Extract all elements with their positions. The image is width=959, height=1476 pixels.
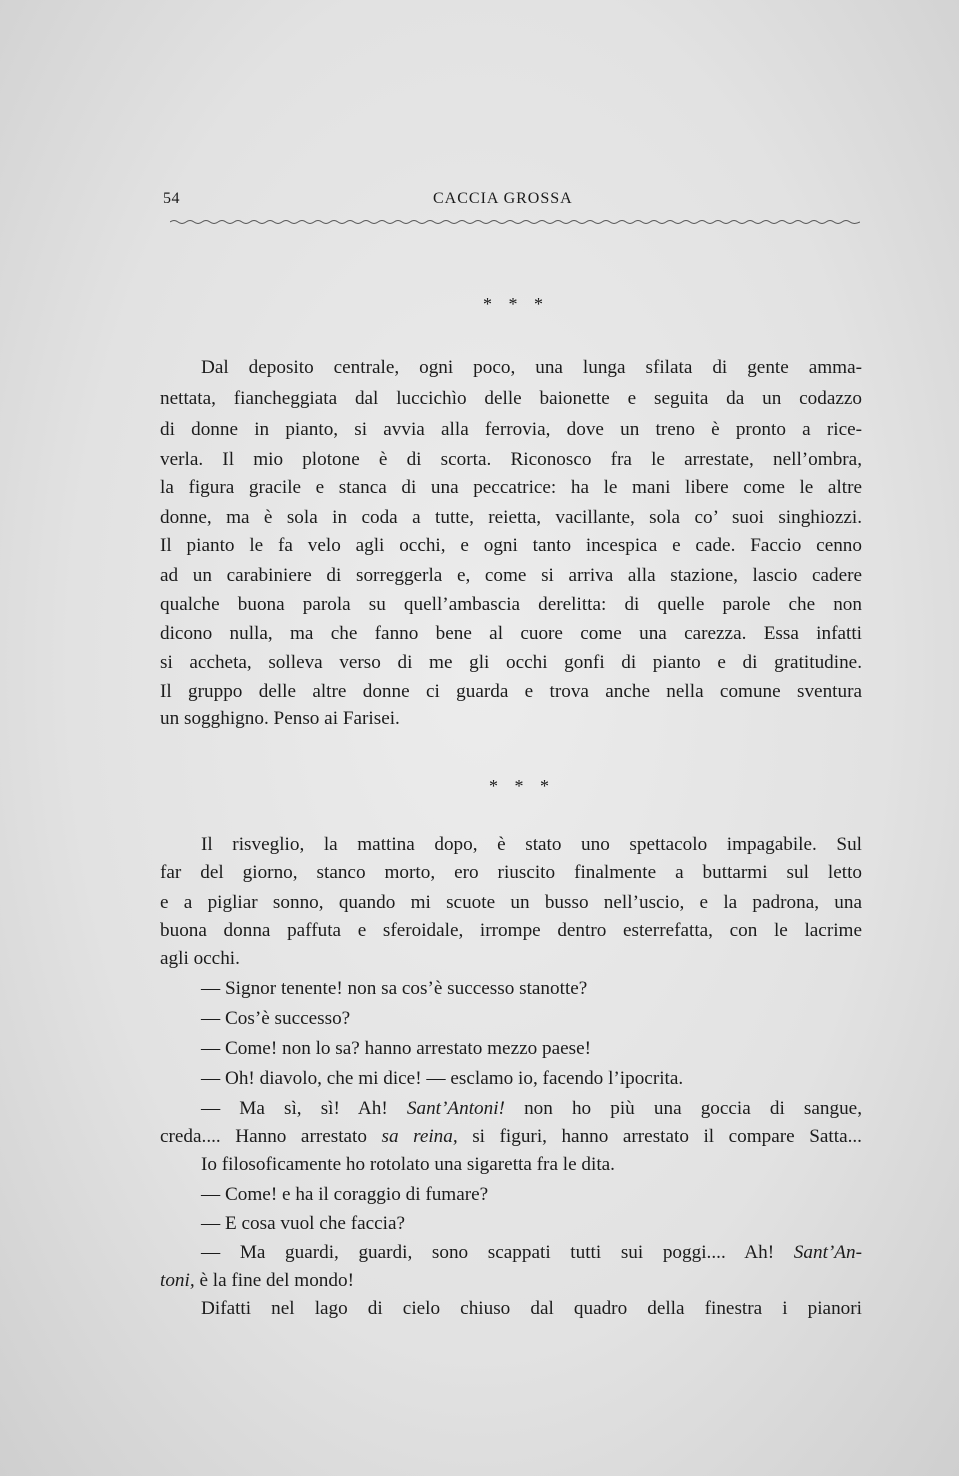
text-line: Il gruppo delle altre donne ci guarda e trova anche nella comune sventura — [160, 681, 862, 702]
text-line: Difatti nel lago di cielo chiuso dal quadro della finestra i pianori — [201, 1298, 862, 1319]
text-line: donne, ma è sola in coda a tutte, reietta, vacillante, sola co’ suoi singhiozzi. — [160, 507, 862, 528]
text-line: Dal deposito centrale, ogni poco, una lunga sfilata di gente amma- — [201, 357, 862, 378]
italic-run: Sant’Antoni! — [406, 1098, 505, 1119]
text-line: Il pianto le fa velo agli occhi, e ogni tanto incespica e cade. Faccio cenno — [160, 535, 862, 556]
dialogue-line — [201, 1240, 862, 1266]
text-run: creda.... Hanno arrestato — [160, 1126, 382, 1147]
italic-run: Sant’An- — [793, 1242, 862, 1263]
running-title: CACCIA GROSSA — [433, 190, 573, 207]
text-line: un sogghigno. Penso ai Farisei. — [160, 708, 400, 729]
italic-run: toni, — [160, 1270, 195, 1291]
text-line: si accheta, solleva verso di me gli occhi gonfi di pianto e di gratitudine. — [160, 652, 862, 673]
text-line: agli occhi. — [160, 948, 240, 969]
page-number: 54 — [163, 190, 180, 207]
text-line: la figura gracile e stanca di una peccatrice: ha le mani libere come le altre — [160, 477, 862, 498]
text-line: di donne in pianto, si avvia alla ferrovia, dove un treno è pronto a rice- — [160, 419, 862, 440]
text-line: ad un carabiniere di sorreggerla e, come si arriva alla stazione, lascio cadere — [160, 565, 862, 586]
section-break: * * * — [483, 294, 549, 314]
dialogue-line: — Cos’è successo? — [201, 1008, 351, 1029]
dialogue-line: — Come! non lo sa? hanno arrestato mezzo paese! — [201, 1038, 591, 1059]
dialogue-line: — Come! e ha il coraggio di fumare? — [201, 1184, 489, 1205]
text-line: qualche buona parola su quell’ambascia derelitta: di quelle parole che non — [160, 594, 862, 615]
dialogue-line — [201, 1096, 862, 1122]
header-wavy-rule — [170, 218, 860, 226]
text-run: si figuri, hanno arrestato il compare Satta... — [457, 1126, 862, 1147]
text-run: è la fine del mondo! — [194, 1270, 354, 1291]
text-run: non ho più una goccia di sangue, — [504, 1098, 862, 1119]
text-line — [160, 1268, 862, 1294]
text-line: Io filosoficamente ho rotolato una sigaretta fra le dita. — [201, 1154, 615, 1175]
text-line — [160, 1124, 862, 1150]
text-line: dicono nulla, ma che fanno bene al cuore come una carezza. Essa infatti — [160, 623, 862, 644]
dialogue-line: — Oh! diavolo, che mi dice! — esclamo io, facendo l’ipocrita. — [201, 1068, 684, 1089]
text-run: — Ma guardi, guardi, sono scappati tutti sui poggi.... Ah! — [201, 1242, 794, 1263]
section-break: * * * — [489, 776, 555, 796]
text-line: far del giorno, stanco morto, ero riuscito finalmente a buttarmi sul letto — [160, 862, 862, 883]
dialogue-line: — E cosa vuol che faccia? — [201, 1213, 406, 1234]
text-line: e a pigliar sonno, quando mi scuote un busso nell’uscio, e la padrona, una — [160, 892, 862, 913]
text-line: Il risveglio, la mattina dopo, è stato uno spettacolo impagabile. Sul — [201, 834, 862, 855]
text-line: verla. Il mio plotone è di scorta. Riconosco fra le arrestate, nell’ombra, — [160, 449, 862, 470]
page-header — [163, 190, 863, 212]
dialogue-line: — Signor tenente! non sa cos’è successo stanotte? — [201, 978, 588, 999]
text-line: buona donna paffuta e sferoidale, irrompe dentro esterrefatta, con le lacrime — [160, 920, 862, 941]
text-line: nettata, fiancheggiata dal luccichìo delle baionette e seguita da un codazzo — [160, 388, 862, 409]
italic-run: sa reina, — [381, 1126, 458, 1147]
text-run: — Ma sì, sì! Ah! — [201, 1098, 407, 1119]
